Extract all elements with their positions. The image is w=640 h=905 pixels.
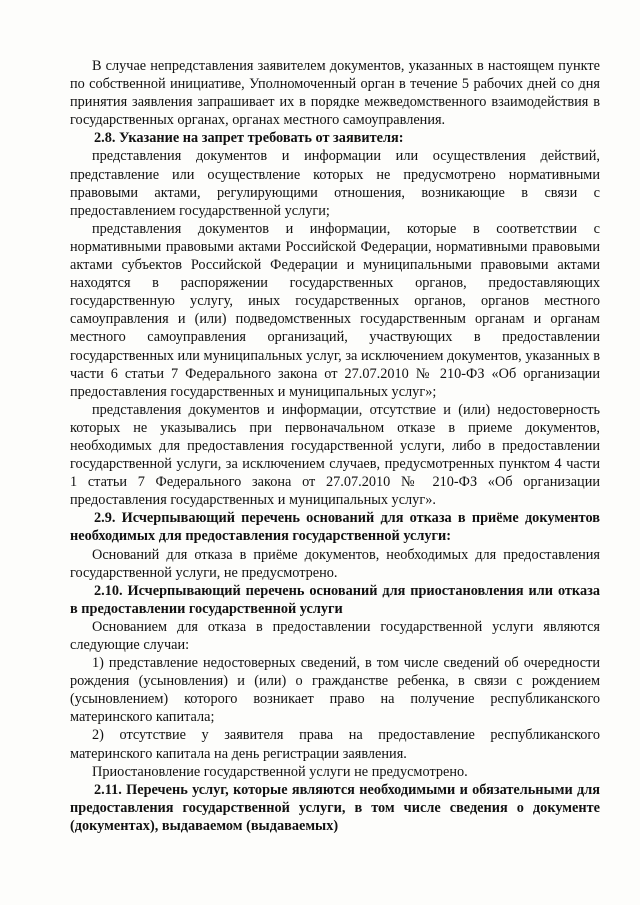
paragraph-2-10-1: Основанием для отказа в предоставлении государственной услуги являются следующие случаи:: [70, 618, 600, 653]
paragraph-2-10-4: Приостановление государственной услуги не предусмотрено.: [92, 763, 468, 780]
paragraph-2-10-3: 2) отсутствие у заявителя права на предоставление республиканского материнского капитала на день регистрации заявления.: [70, 727, 600, 762]
paragraph-2-8-3: представления документов и информации, отсутствие и (или) недостоверность которых не указывались при первоначальном отказе в приеме документов, необходимых для предоставления государственной услуги, либо в предоставлении государственной услуги, за исключением случаев, предусмотренных пунктом 4 части 1 статьи 7 Федерального закона от 27.07.2010 № 210-ФЗ «Об организации предоставления государственных и муниципальных услуг».: [70, 401, 600, 509]
paragraph-2-8-2: представления документов и информации, которые в соответствии с нормативными правовыми актами Российской Федерации, нормативными правовыми актами субъектов Российской Федерации и муниципальными правовыми актами находятся в распоряжении государственных органов, предоставляющих государственную услугу, иных государственных органов, органов местного самоуправления и (или) подведомственных государственным органам и органам местного самоуправления организаций, участвующих в предоставлении государственных или муниципальных услуг, за исключением документов, указанных в части 6 статьи 7 Федерального закона от 27.07.2010 № 210-ФЗ «Об организации предоставления государственных и муниципальных услуг»;: [70, 220, 600, 400]
section-heading-2-8: 2.8. Указание на запрет требовать от заявителя:: [94, 130, 404, 147]
paragraph-2-9: Оснований для отказа в приёме документов, необходимых для предоставления государственной услуги, не предусмотрено.: [70, 546, 600, 581]
section-heading-2-11: 2.11. Перечень услуг, которые являются необходимыми и обязательными для предоставления государственной услуги, в том числе сведения о документе (документах), выдаваемом (выдаваемых): [70, 781, 600, 834]
paragraph-intro: В случае непредставления заявителем документов, указанных в настоящем пункте по собственной инициативе, Уполномоченный орган в течение 5 рабочих дней со дня принятия заявления запрашивает их в порядке межведомственного взаимодействия в государственных органах, органах местного самоуправления.: [70, 58, 600, 129]
paragraph-2-10-2: 1) представление недостоверных сведений, в том числе сведений об очередности рождения (усыновления) и (или) о гражданстве ребенка, в связи с рождением (усыновлением) которого возникает право на получение республиканского материнского капитала;: [70, 655, 600, 726]
section-heading-2-9: 2.9. Исчерпывающий перечень оснований для отказа в приёме документов необходимых для предоставления государственной услуги:: [70, 510, 600, 545]
section-heading-2-10: 2.10. Исчерпывающий перечень оснований для приостановления или отказа в предоставлении государственной услуги: [70, 582, 600, 617]
paragraph-2-8-1: представления документов и информации или осуществления действий, представление или осуществление которых не предусмотрено нормативными правовыми актами, регулирующими отношения, возникающие в связи с предоставлением государственной услуги;: [70, 148, 600, 219]
